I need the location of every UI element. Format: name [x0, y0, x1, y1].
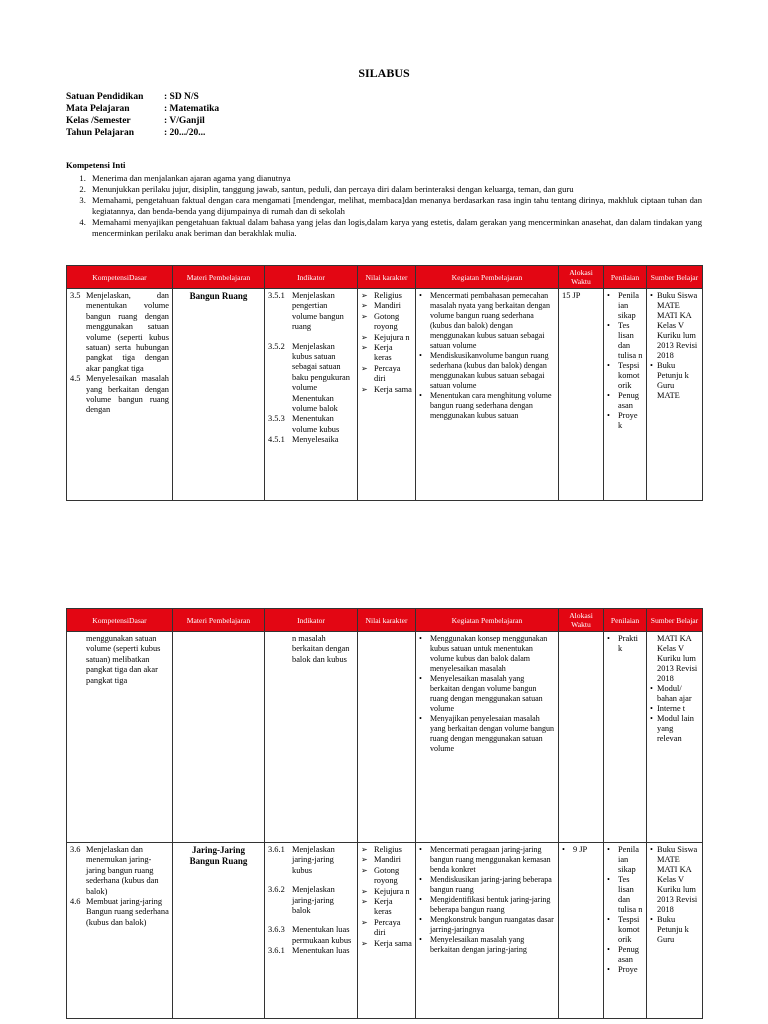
- meta-key: Kelas /Semester: [66, 116, 131, 126]
- cell-penilaian: [604, 632, 647, 843]
- penilaian-item: [607, 875, 643, 915]
- bullet-icon: •: [419, 714, 422, 723]
- nilai-text: Percaya diri: [374, 363, 401, 384]
- kd-text: Menyelesaikan masalah yang berkaitan dengan volume bangun ruang dengan: [86, 374, 169, 415]
- bullet-icon: •: [650, 291, 653, 300]
- bullet-icon: •: [650, 915, 653, 924]
- nilai-text: Kerja sama: [374, 384, 412, 394]
- indikator-item: [268, 925, 354, 946]
- arrow-bullet-icon: ➢: [361, 865, 368, 875]
- kd-text: menggunakan satuan volume (seperti kubus satuan) melibatkan pangkat tiga dan akar pangkat tiga: [86, 634, 161, 685]
- table-header-row: [67, 266, 703, 289]
- cell-sumber: [647, 289, 703, 501]
- bullet-icon: •: [607, 321, 610, 330]
- penilaian-text: Penug asan: [618, 391, 639, 410]
- meta-row: [66, 103, 219, 115]
- nilai-text: Kejujura n: [374, 886, 410, 896]
- materi-text: Bangun Ruang: [189, 291, 248, 301]
- table-row: [67, 843, 703, 1019]
- bullet-icon: •: [419, 935, 422, 944]
- bullet-icon: •: [650, 714, 653, 723]
- meta-key: Mata Pelajaran: [66, 104, 130, 114]
- syllabus-table-2: [66, 608, 703, 1019]
- bullet-icon: •: [419, 875, 422, 884]
- sumber-list: [650, 684, 699, 744]
- sumber-text: Buku Petunju k Guru MATE: [657, 361, 689, 400]
- nilai-item: [361, 845, 412, 855]
- kd-number: 4.5: [70, 374, 81, 384]
- penilaian-item: [607, 915, 643, 945]
- header-sumber: Sumber Belajar: [647, 266, 703, 289]
- kegiatan-item: [419, 935, 555, 955]
- meta-key: Tahun Pelajaran: [66, 128, 135, 138]
- kegiatan-text: Mengkonstruk bangun ruangatas dasar jarring-jaringnya: [430, 915, 554, 934]
- cell-indikator: [265, 843, 358, 1019]
- cell-kegiatan: [416, 843, 559, 1019]
- bullet-icon: •: [607, 361, 610, 370]
- penilaian-list: [607, 845, 643, 975]
- header-kompetensi-dasar: KompetensiDasar: [67, 266, 173, 289]
- header-kegiatan: Kegiatan Pembelajaran: [416, 609, 559, 632]
- penilaian-item: [607, 845, 643, 875]
- cell-kompetensi-dasar: [67, 843, 173, 1019]
- sumber-item: [650, 361, 699, 401]
- penilaian-list: [607, 634, 643, 654]
- indikator-number: 3.6.1: [268, 845, 285, 854]
- header-alokasi: Alokasi Waktu: [559, 266, 604, 289]
- bullet-icon: •: [607, 945, 610, 954]
- penilaian-item: [607, 321, 643, 361]
- nilai-item: [361, 918, 412, 939]
- nilai-item: [361, 385, 412, 395]
- meta-value: : V/Ganjil: [164, 116, 205, 126]
- kegiatan-list: [419, 291, 555, 421]
- penilaian-text: Prakti k: [618, 634, 639, 653]
- sumber-item: [650, 845, 699, 915]
- penilaian-item: [607, 965, 643, 975]
- bullet-icon: •: [419, 634, 422, 643]
- sumber-list: [650, 291, 699, 401]
- sumber-text: Modul lain yang relevan: [657, 714, 694, 743]
- header-sumber: Sumber Belajar: [647, 609, 703, 632]
- nilai-text: Kejujura n: [374, 332, 410, 342]
- identity-block: [66, 91, 219, 139]
- penilaian-text: Tespsi komot orik: [618, 915, 640, 944]
- nilai-item: [361, 866, 412, 887]
- cell-indikator: [265, 632, 358, 843]
- cell-materi: [173, 843, 265, 1019]
- kd-text: Menjelaskan, dan menentukan volume bangun ruang dengan menggunakan satuan volume (seperti kubus satuan) serta hubungan pangkat tiga dengan akar pangkat tiga: [86, 291, 169, 373]
- alokasi-list: [562, 845, 600, 855]
- indikator-number: 4.5.1: [268, 435, 285, 445]
- bullet-icon: •: [607, 845, 610, 854]
- nilai-item: [361, 343, 412, 364]
- bullet-icon: •: [607, 391, 610, 400]
- nilai-text: Percaya diri: [374, 917, 401, 938]
- cell-kegiatan: [416, 289, 559, 501]
- indikator-text: Menjelaskan jaring-jaring balok: [292, 885, 335, 916]
- arrow-bullet-icon: ➢: [361, 917, 368, 927]
- cell-penilaian: [604, 289, 647, 501]
- penilaian-text: Tespsi komot orik: [618, 361, 640, 390]
- kegiatan-text: Mencermati pembahasan pemecahan masalah nyata yang berkaitan dengan volume bangun ruang sederhana (kubus dan balok) dengan menggunakan kubus satuan sebagai satuan volume: [430, 291, 550, 350]
- sumber-list: [650, 845, 699, 945]
- bullet-icon: •: [607, 875, 610, 884]
- nilai-text: Mandiri: [374, 855, 401, 865]
- kd-number: 4.6: [70, 897, 81, 907]
- indikator-text: Menjelaskan pengertian volume bangun ruang: [292, 291, 344, 332]
- kegiatan-text: Mencermati peragaan jaring-jaring bangun ruang menggunakan kemasan benda konkret: [430, 845, 551, 874]
- kompetensi-inti-item: 3. Memahami, pengetahuan faktual dengan cara mengamati [mendengar, melihat, membaca]dan menanya berdasarkan rasa ingin tahu tentang dirinya, makhluk ciptaan tuhan dan kegiatannya, dan benda-benda yang dijumpainya di rumah dan di sekolah: [88, 195, 702, 217]
- cell-nilai-karakter: [358, 843, 416, 1019]
- indikator-text: n masalah berkaitan dengan balok dan kubus: [292, 634, 350, 664]
- nilai-item: [361, 897, 412, 918]
- nilai-item: [361, 855, 412, 865]
- nilai-text: Gotong royong: [374, 311, 400, 332]
- kegiatan-item: [419, 845, 555, 875]
- kd-item: [70, 291, 169, 374]
- arrow-bullet-icon: ➢: [361, 311, 368, 321]
- cell-indikator: [265, 289, 358, 501]
- document-title: SILABUS: [358, 66, 410, 80]
- bullet-icon: •: [419, 845, 422, 854]
- kompetensi-inti-item: 2. Menunjukkan perilaku jujur, disiplin, tanggung jawab, santun, peduli, dan percaya diri dalam berinteraksi dengan keluarga, teman, dan guru: [88, 184, 702, 195]
- indikator-number: 3.5.3: [268, 414, 285, 424]
- arrow-bullet-icon: ➢: [361, 363, 368, 373]
- kegiatan-item: [419, 895, 555, 915]
- header-kegiatan: Kegiatan Pembelajaran: [416, 266, 559, 289]
- nilai-item: [361, 301, 412, 311]
- cell-kegiatan: [416, 632, 559, 843]
- meta-row: [66, 115, 219, 127]
- penilaian-text: Tes lisan dan tulisa n: [618, 875, 643, 914]
- bullet-icon: •: [419, 291, 422, 300]
- kegiatan-text: Menyelesaikan masalah yang berkaitan dengan jaring-jaring: [430, 935, 527, 954]
- kegiatan-item: [419, 875, 555, 895]
- sumber-text: MATI KA Kelas V Kuriku lum 2013 Revisi 2018: [657, 634, 698, 683]
- kegiatan-list: [419, 845, 555, 955]
- kompetensi-inti-list: [66, 173, 702, 239]
- kegiatan-text: Menggunakan konsep menggunakan kubus satuan untuk menentukan volume kubus dan balok dalam menyelesaikan masalah: [430, 634, 548, 673]
- penilaian-item: [607, 391, 643, 411]
- materi-text: Jaring-Jaring Bangun Ruang: [189, 845, 248, 866]
- bullet-icon: •: [607, 965, 610, 974]
- indikator-number: 3.5.2: [268, 341, 285, 351]
- nilai-item: [361, 291, 412, 301]
- kegiatan-text: Mendiskusikan jaring-jaring beberapa bangun ruang: [430, 875, 552, 894]
- meta-key: Satuan Pendidikan: [66, 92, 144, 102]
- kd-item: [70, 897, 169, 928]
- cell-materi: [173, 632, 265, 843]
- nilai-item: [361, 333, 412, 343]
- header-penilaian: Penilaian: [604, 266, 647, 289]
- bullet-icon: •: [650, 684, 653, 693]
- kd-text: Membuat jaring-jaring Bangun ruang sederhana (kubus dan balok): [86, 897, 169, 927]
- nilai-item: [361, 312, 412, 333]
- kd-text: Menjelaskan dan menemukan jaring-jaring bangun ruang sederhana (kubus dan balok): [86, 845, 159, 896]
- meta-value: : Matematika: [164, 104, 220, 114]
- sumber-text: Buku Petunju k Guru: [657, 915, 689, 944]
- kompetensi-inti-item: 1. Menerima dan menjalankan ajaran agama yang dianutnya: [88, 173, 702, 184]
- table-row: [67, 632, 703, 843]
- indikator-number: 3.6.2: [268, 885, 285, 895]
- arrow-bullet-icon: ➢: [361, 384, 368, 394]
- bullet-icon: •: [607, 634, 610, 643]
- alokasi-text: 9 JP: [573, 845, 588, 854]
- arrow-bullet-icon: ➢: [361, 938, 368, 948]
- bullet-icon: •: [607, 291, 610, 300]
- cell-nilai-karakter: [358, 632, 416, 843]
- bullet-icon: •: [562, 845, 565, 854]
- indikator-item: [268, 845, 354, 876]
- indikator-item: [268, 946, 354, 956]
- penilaian-text: Penug asan: [618, 945, 639, 964]
- sumber-item: [650, 915, 699, 945]
- nilai-text: Religius: [374, 291, 402, 300]
- kompetensi-inti-item: 4. Memahami menyajikan pengetahuan faktual dalam bahasa yang jelas dan logis,dalam karya yang estetis, dalam gerakan yang mencerminkan anasehat, dan dalam tindakan yang mencerminkan perilaku anak beriman dan berakhlak mulia.: [88, 217, 702, 239]
- penilaian-text: Proye k: [618, 411, 638, 430]
- indikator-text: Menentukan luas permukaan kubus: [292, 925, 352, 945]
- kegiatan-item: [419, 291, 555, 351]
- nilai-text: Religius: [374, 845, 402, 854]
- header-penilaian: Penilaian: [604, 609, 647, 632]
- nilai-text: Kerja keras: [374, 343, 393, 363]
- nilai-item: [361, 939, 412, 949]
- indikator-item: [268, 414, 354, 435]
- kegiatan-item: [419, 714, 555, 754]
- header-nilai-karakter: Nilai karakter: [358, 609, 416, 632]
- bullet-icon: •: [607, 411, 610, 420]
- penilaian-text: Penila ian sikap: [618, 291, 639, 320]
- indikator-item: [268, 885, 354, 916]
- cell-nilai-karakter: [358, 289, 416, 501]
- sumber-item: [650, 291, 699, 361]
- sumber-text: Buku Siswa MATE MATI KA Kelas V Kuriku lum 2013 Revisi 2018: [657, 291, 698, 360]
- meta-row: [66, 91, 219, 103]
- arrow-bullet-icon: ➢: [361, 301, 368, 311]
- cell-kompetensi-dasar: [67, 289, 173, 501]
- penilaian-text: Tes lisan dan tulisa n: [618, 321, 643, 360]
- indikator-number: 3.6.3: [268, 925, 285, 935]
- arrow-bullet-icon: ➢: [361, 845, 368, 854]
- sumber-text: Interne t: [657, 704, 686, 713]
- bullet-icon: •: [607, 915, 610, 924]
- cell-kompetensi-dasar: [67, 632, 173, 843]
- kegiatan-item: [419, 634, 555, 674]
- indikator-number: 3.6.1: [268, 946, 285, 956]
- penilaian-item: [607, 634, 643, 654]
- cell-alokasi: [559, 843, 604, 1019]
- bullet-icon: •: [419, 895, 422, 904]
- kompetensi-inti-heading: Kompetensi Inti: [66, 160, 126, 170]
- cell-sumber: [647, 632, 703, 843]
- bullet-icon: •: [650, 845, 653, 854]
- nilai-list: [361, 845, 412, 949]
- cell-alokasi: [559, 289, 604, 501]
- penilaian-item: [607, 291, 643, 321]
- indikator-text: Menyelesaika: [292, 435, 339, 445]
- penilaian-item: [607, 411, 643, 431]
- alokasi-item: [562, 845, 600, 855]
- bullet-icon: •: [650, 704, 653, 713]
- sumber-item: [650, 714, 699, 744]
- bullet-icon: •: [419, 915, 422, 924]
- cell-alokasi: [559, 632, 604, 843]
- nilai-text: Kerja keras: [374, 897, 393, 917]
- kegiatan-item: [419, 391, 555, 421]
- penilaian-list: [607, 291, 643, 431]
- arrow-bullet-icon: ➢: [361, 855, 368, 865]
- cell-materi: [173, 289, 265, 501]
- indikator-item: [268, 342, 354, 415]
- bullet-icon: •: [650, 361, 653, 370]
- meta-value: : SD N/S: [164, 92, 199, 102]
- cell-sumber: [647, 843, 703, 1019]
- header-indikator: Indikator: [265, 266, 358, 289]
- indikator-item: [268, 291, 354, 333]
- penilaian-text: Proye: [618, 965, 638, 974]
- kegiatan-item: [419, 674, 555, 714]
- header-materi: Materi Pembelajaran: [173, 266, 265, 289]
- nilai-text: Mandiri: [374, 301, 401, 311]
- penilaian-text: Penila ian sikap: [618, 845, 639, 874]
- indikator-text: Menjelaskan jaring-jaring kubus: [292, 845, 335, 875]
- syllabus-table-1: [66, 265, 703, 501]
- arrow-bullet-icon: ➢: [361, 291, 368, 300]
- bullet-icon: •: [419, 351, 422, 360]
- header-indikator: Indikator: [265, 609, 358, 632]
- kegiatan-text: Menyajikan penyelesaian masalah yang berkaitan dengan volume bangun ruang dengan menggunakan satuan volume: [430, 714, 554, 753]
- table-row: [67, 289, 703, 501]
- sumber-item: [650, 684, 699, 704]
- kd-item: [70, 845, 169, 897]
- meta-row: [66, 127, 219, 139]
- arrow-bullet-icon: ➢: [361, 886, 368, 896]
- kompetensi-inti: [66, 160, 702, 239]
- indikator-text: Menentukan luas: [292, 946, 350, 956]
- bullet-icon: •: [419, 391, 422, 400]
- kegiatan-text: Menentukan cara menghitung volume bangun ruang sederhana dengan menggunakan kubus satuan: [430, 391, 552, 420]
- indikator-text: Menjelaskan kubus satuan sebagai satuan baku pengukuran volume Menentukan volume balok: [292, 341, 350, 414]
- nilai-text: Kerja sama: [374, 938, 412, 948]
- kd-number: 3.6: [70, 845, 81, 854]
- meta-value: : 20.../20...: [164, 128, 206, 138]
- nilai-item: [361, 364, 412, 385]
- header-nilai-karakter: Nilai karakter: [358, 266, 416, 289]
- kegiatan-item: [419, 915, 555, 935]
- alokasi-text: 15 JP: [562, 291, 581, 300]
- header-kompetensi-dasar: KompetensiDasar: [67, 609, 173, 632]
- sumber-item: [650, 704, 699, 714]
- kegiatan-item: [419, 351, 555, 391]
- header-materi: Materi Pembelajaran: [173, 609, 265, 632]
- penilaian-item: [607, 361, 643, 391]
- arrow-bullet-icon: ➢: [361, 343, 368, 353]
- indikator-number: 3.5.1: [268, 291, 285, 300]
- kd-item: [70, 374, 169, 416]
- bullet-icon: •: [419, 674, 422, 683]
- indikator-item: [268, 435, 354, 445]
- nilai-list: [361, 291, 412, 395]
- nilai-item: [361, 887, 412, 897]
- kegiatan-text: Mendiskusikanvolume bangun ruang sederhana (kubus dan balok) dengan menggunakan kubus satuan sebagai satuan volume: [430, 351, 549, 390]
- penilaian-item: [607, 945, 643, 965]
- table-header-row: [67, 609, 703, 632]
- arrow-bullet-icon: ➢: [361, 897, 368, 907]
- kegiatan-text: Mengidentifikasi bentuk jaring-jaring beberapa bangun ruang: [430, 895, 551, 914]
- sumber-text: Modul/ bahan ajar: [657, 684, 692, 703]
- sumber-text: Buku Siswa MATE MATI KA Kelas V Kuriku lum 2013 Revisi 2018: [657, 845, 698, 914]
- indikator-text: Menentukan volume kubus: [292, 414, 340, 434]
- header-alokasi: Alokasi Waktu: [559, 609, 604, 632]
- arrow-bullet-icon: ➢: [361, 332, 368, 342]
- kegiatan-text: Menyelesaikan masalah yang berkaitan dengan volume bangun ruang dengan menggunakan satuan volume: [430, 674, 543, 713]
- kd-number: 3.5: [70, 291, 81, 300]
- kegiatan-list: [419, 634, 555, 754]
- cell-penilaian: [604, 843, 647, 1019]
- nilai-text: Gotong royong: [374, 865, 400, 886]
